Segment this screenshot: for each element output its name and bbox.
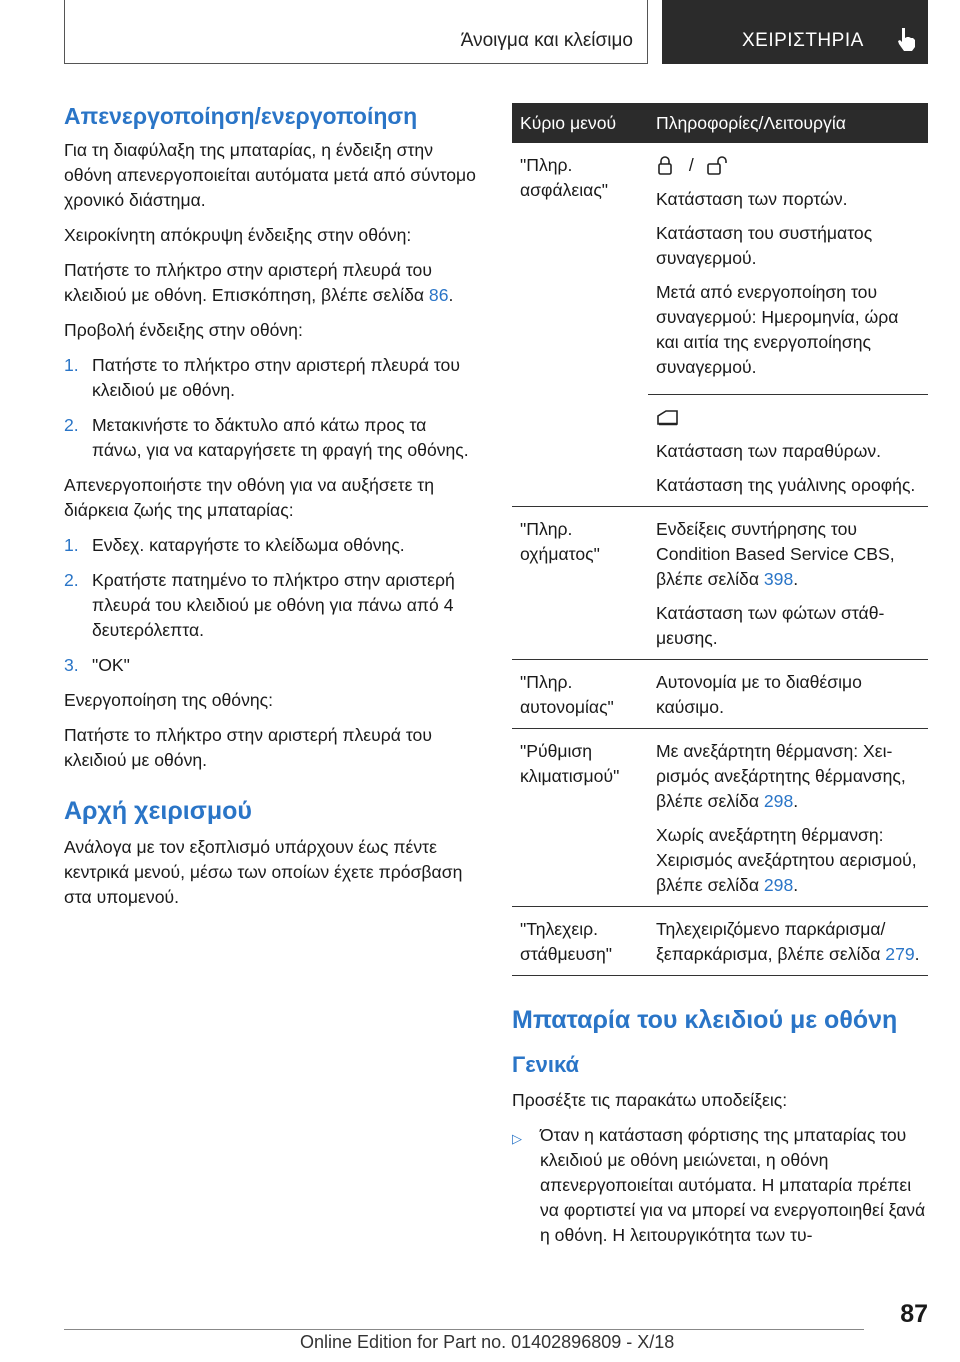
menu-table-wrapper (512, 103, 928, 976)
table-header-row (512, 103, 928, 143)
list-item: 2. Κρατήστε πατημένο το πλήκτρο στην αριστερή πλευρά του κλειδιού με οθόνη για πάνω από 4 δευτερόλεπτα. (64, 570, 455, 640)
table-cell-menu: "Πληρ. αυτονομίας" (512, 660, 648, 729)
table-cell-info: Τηλεχειριζόμενο παρκάρισμα/ ξεπαρκάρισμα, βλέπε σελίδα 279. (648, 907, 928, 976)
list-item: 2. Μετακινήστε το δάκτυλο από κάτω προς τα πάνω, για να καταργήσετε τη φραγή της οθόνης. (64, 415, 469, 460)
left-column (64, 100, 480, 920)
table-cell-info: Με ανεξάρτητη θέρμανση: Χειρισμός ανεξάρτητης θέρμανσης, βλέπε σελίδα 298. Χωρίς ανεξάρτητη θέρμανση: Χειρισμός ανεξάρτητου αερισμού, βλέπε σελίδα 298. (648, 729, 928, 907)
paragraph: Χειροκίνητη απόκρυψη ένδειξης στην οθόνη: (64, 225, 412, 245)
paragraph: Ενεργοποίηση της οθόνης: (64, 690, 274, 710)
bullet-item: ▷ Όταν η κατάσταση φόρτισης της μπαταρίας του κλειδιού με οθόνη μειώνεται, η οθόνη απενεργοποιείται αυτόματα. Η μπαταρία πρέπει να φορτιστεί για να μπορεί να ενεργοποιηθεί ξανά η οθόνη. Η λειτουργικότητα των τυ- (512, 1123, 928, 1248)
heading-key-battery: Μπαταρία του κλειδιού με οθόνη (512, 1006, 898, 1034)
list-item: 1. Πατήστε το πλήκτρο στην αριστερή πλευρά του κλειδιού με οθόνη. (64, 355, 460, 400)
page-link[interactable]: 279 (885, 944, 915, 964)
list-item: 3. "OK" (64, 655, 130, 675)
table-row (512, 507, 928, 660)
lock-open-icon (705, 156, 731, 176)
paragraph: Για τη διαφύλαξη της μπαταρίας, η ένδειξη στην οθόνη απενεργοποιείται αυτόματα μετά από σύντομο χρονικό διάστημα. (64, 140, 476, 210)
header-chapter-title: ΧΕΙΡΙΣΤΗΡΙΑ (742, 30, 864, 51)
footer-edition: Online Edition for Part no. 01402896809 - X/18 (300, 1332, 675, 1352)
page-number: 87 (900, 1300, 928, 1328)
header-section-box (64, 0, 648, 64)
page-link[interactable]: 86 (428, 285, 449, 305)
table-header-menu: Κύριο μενού (512, 103, 648, 143)
page-link[interactable]: 298 (763, 791, 794, 811)
list-item: 1. Ενδεχ. καταργήστε το κλείδωμα οθόνης. (64, 535, 405, 555)
heading-operating-principle: Αρχή χειρισμού (64, 797, 252, 825)
table-cell-menu: "Ρύθμιση κλιματισμού" (512, 729, 648, 907)
triangle-bullet-icon: ▷ (512, 1131, 522, 1146)
table-header-info: Πληροφορίες/Λειτουργία (648, 103, 928, 143)
page-link[interactable]: 398 (763, 569, 794, 589)
paragraph: Ανάλογα με τον εξοπλισμό υπάρχουν έως πέντε κεντρικά μενού, μέσω των οποίων έχετε πρόσβαση στα υπομενού. (64, 837, 463, 907)
paragraph: Προβολή ένδειξης στην οθόνη: (64, 320, 303, 340)
footer-divider (64, 1329, 864, 1330)
table-cell-info: Αυτονομία με το διαθέσιμο καύσιμο. (648, 660, 928, 729)
table-cell-info: / Κατάσταση των πορτών. Κατάσταση του συστήματος συναγερμού. Μετά από ενεργοποίηση του συναγερμού: Ημερομηνία, ώρα και αιτία της ενεργοποίησης συναγερμού. (648, 143, 928, 395)
paragraph: Πατήστε το πλήκτρο στην αριστερή πλευρά του κλειδιού με οθόνη. Επισκόπηση, βλέπε σελίδα 86. (64, 260, 454, 305)
paragraph: Πατήστε το πλήκτρο στην αριστερή πλευρά του κλειδιού με οθόνη. (64, 725, 432, 770)
window-icon (656, 408, 680, 428)
lock-closed-icon (656, 156, 678, 176)
heading-disable-enable: Απενεργοποίηση/ενεργοποίηση (64, 103, 418, 129)
page-link[interactable]: 298 (763, 875, 794, 895)
paragraph: Προσέξτε τις παρακάτω υποδείξεις: (512, 1090, 788, 1110)
table-row (512, 143, 928, 395)
table-cell-menu: "Πληρ. οχήματος" (512, 507, 648, 660)
table-cell-info: Κατάσταση των παραθύρων. Κατάσταση της γυάλινης οροφής. (648, 395, 928, 507)
battery-section (512, 1004, 928, 1258)
table-row (512, 729, 928, 907)
table-cell-menu: "Τηλεχειρ. στάθμευση" (512, 907, 648, 976)
header-chapter-box (662, 0, 928, 64)
pointing-hand-icon (896, 26, 918, 52)
table-cell-menu: "Πληρ. ασφάλειας" (512, 143, 648, 507)
table-row (512, 660, 928, 729)
paragraph: Απενεργοποιήστε την οθόνη για να αυξήσετε τη διάρκεια ζωής της μπαταρίας: (64, 475, 435, 520)
header-section-title: Άνοιγμα και κλείσιμο (460, 30, 633, 51)
table-row (512, 907, 928, 976)
menu-table (512, 103, 928, 976)
heading-general: Γενικά (512, 1052, 580, 1077)
table-cell-info: Ενδείξεις συντήρησης του Condition Based Service CBS, βλέπε σελίδα 398. Κατάσταση των φώτων στάθμευσης. (648, 507, 928, 660)
